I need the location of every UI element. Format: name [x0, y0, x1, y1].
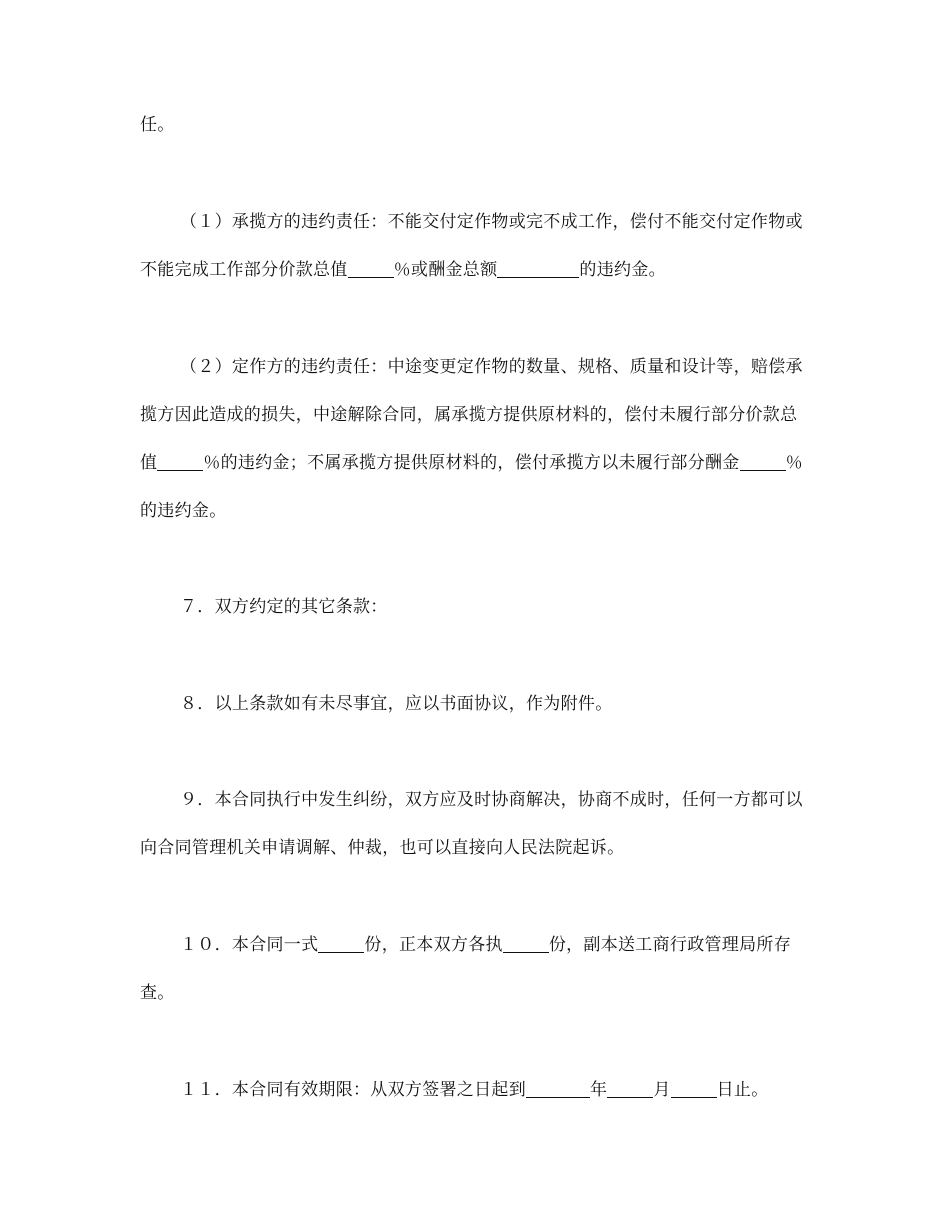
paragraph-text: ％或酬金总额	[393, 260, 498, 280]
fill-in-blank[interactable]	[497, 259, 579, 278]
paragraph-contractor-liability	[140, 198, 812, 294]
paragraph-text: （１）承揽方的违约责任：不能交付定作物或完不成工作，偿付不能交付定作物或不能完成工作部分价款总值	[140, 212, 803, 280]
paragraph-text: １１．本合同有效期限：从双方签署之日起到	[180, 1080, 526, 1100]
fill-in-blank[interactable]	[526, 1079, 590, 1098]
fill-in-blank[interactable]	[607, 1079, 653, 1098]
fill-in-blank[interactable]	[348, 259, 394, 278]
paragraph-text: 年	[590, 1080, 608, 1100]
paragraph-text: 月	[653, 1080, 671, 1100]
paragraph-text: ９．本合同执行中发生纠纷，双方应及时协商解决，协商不成时，任何一方都可以向合同管理机关申请调解、仲裁，也可以直接向人民法院起诉。	[140, 790, 803, 858]
paragraph-text: ％的违约金；不属承揽方提供原材料的，偿付承揽方以未履行部分酬金	[203, 453, 740, 473]
paragraph-client-liability	[140, 343, 812, 535]
paragraph-text: ７．双方约定的其它条款：	[180, 597, 388, 617]
fill-in-blank[interactable]	[503, 934, 549, 953]
paragraph-text: 份，副本送工商行政管理局所存查。	[140, 935, 792, 1003]
paragraph-text: （２）定作方的违约责任：中途变更定作物的数量、规格、质量和设计等，赔偿承揽方因此造成的损失，中途解除合同，属承揽方提供原材料的，偿付未履行部分价款总值	[140, 357, 803, 473]
paragraph-text: １０．本合同一式	[180, 935, 319, 955]
paragraph-text: ％的违约金。	[140, 453, 803, 521]
clause-9	[140, 776, 812, 872]
fill-in-blank[interactable]	[740, 452, 786, 471]
fill-in-blank[interactable]	[318, 934, 364, 953]
clause-7	[140, 583, 812, 631]
fill-in-blank[interactable]	[671, 1079, 717, 1098]
clause-8	[140, 680, 812, 728]
fill-in-blank[interactable]	[157, 452, 203, 471]
paragraph-continuation	[140, 101, 812, 149]
paragraph-text: ８．以上条款如有未尽事宜，应以书面协议，作为附件。	[180, 694, 613, 714]
clause-11	[140, 1066, 812, 1114]
paragraph-text: 份，正本双方各执	[364, 935, 503, 955]
paragraph-text: 任。	[140, 115, 175, 135]
clause-10	[140, 921, 812, 1017]
paragraph-text: 日止。	[716, 1080, 769, 1100]
paragraph-text: 的违约金。	[579, 260, 666, 280]
